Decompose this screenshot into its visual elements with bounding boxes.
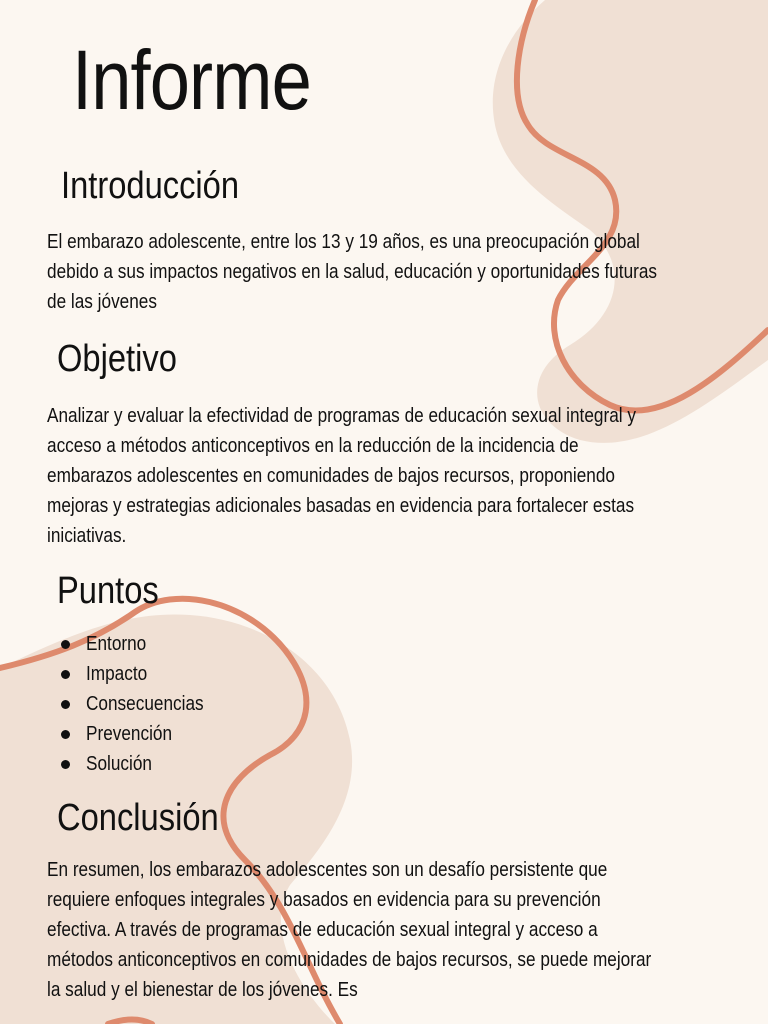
- text-line: requiere enfoques integrales y basados en evidencia para su prevención: [47, 889, 601, 911]
- text-line: Analizar y evaluar la efectividad de programas de educación sexual integral y: [47, 405, 636, 427]
- text-line: la salud y el bienestar de los jóvenes. Es: [47, 979, 358, 1001]
- list-item: Consecuencias: [47, 689, 223, 719]
- text-line: iniciativas.: [47, 525, 127, 547]
- text-line: debido a sus impactos negativos en la salud, educación y oportunidades futuras: [47, 261, 658, 283]
- section-heading-puntos: Puntos: [57, 570, 159, 612]
- text-line: En resumen, los embarazos adolescentes son un desafío persistente que: [47, 859, 608, 881]
- introduccion-paragraph: [47, 227, 744, 317]
- list-item: Entorno: [47, 629, 223, 659]
- text-line: mejoras y estrategias adicionales basadas en evidencia para fortalecer estas: [47, 495, 635, 517]
- text-line: métodos anticonceptivos en comunidades de bajos recursos, se puede mejorar: [47, 949, 652, 971]
- text-line: El embarazo adolescente, entre los 13 y 19 años, es una preocupación global: [47, 231, 640, 253]
- section-heading-conclusion: Conclusión: [57, 797, 219, 839]
- list-item: Prevención: [47, 719, 223, 749]
- section-heading-introduccion: Introducción: [61, 165, 240, 207]
- puntos-list: [47, 629, 223, 779]
- text-line: acceso a métodos anticonceptivos en la reducción de la incidencia de: [47, 435, 579, 457]
- section-heading-objetivo: Objetivo: [57, 338, 177, 380]
- text-line: embarazos adolescentes en comunidades de bajos recursos, proponiendo: [47, 465, 615, 487]
- conclusion-paragraph: [47, 855, 744, 1005]
- document-title: Informe: [72, 33, 311, 127]
- list-item: Impacto: [47, 659, 223, 689]
- objetivo-paragraph: [47, 401, 744, 551]
- text-line: efectiva. A través de programas de educación sexual integral y acceso a: [47, 919, 598, 941]
- text-line: de las jóvenes: [47, 291, 157, 313]
- list-item: Solución: [47, 749, 223, 779]
